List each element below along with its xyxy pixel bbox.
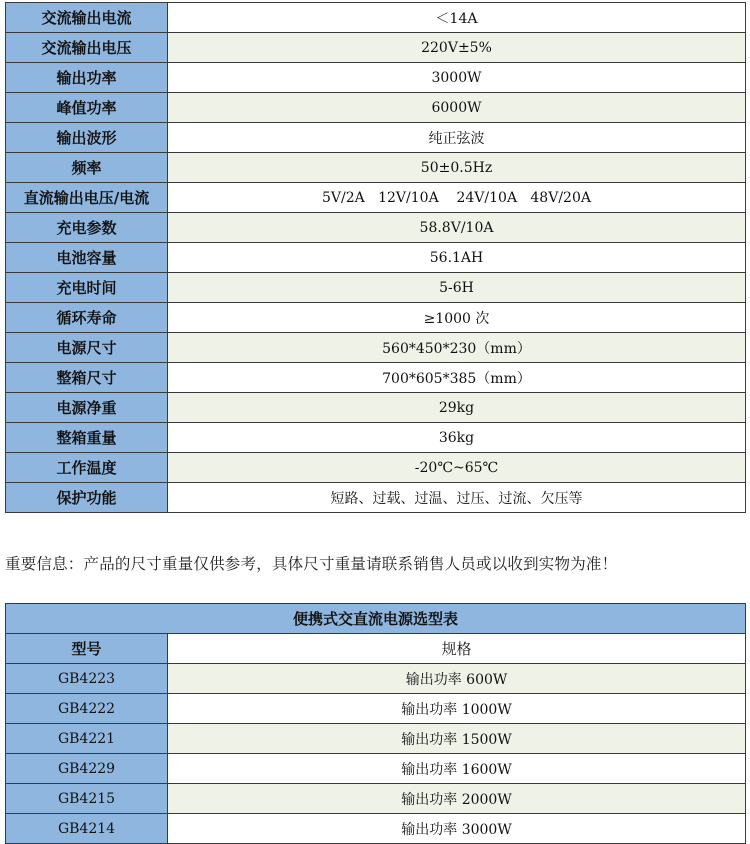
spec-row <box>6 123 746 153</box>
spec-label: 保护功能 <box>6 483 168 513</box>
spec-label: 电池容量 <box>6 243 168 273</box>
spec-value: 纯正弦波 <box>168 123 746 153</box>
spec-row <box>6 63 746 93</box>
spec-row <box>6 93 746 123</box>
spec-value: 5V/2A 12V/10A 24V/10A 48V/20A <box>168 183 746 213</box>
spec-value: 29kg <box>168 393 746 423</box>
spec-value: -20℃~65℃ <box>168 453 746 483</box>
spec-value: 560*450*230（mm） <box>168 333 746 363</box>
spec-value: 58.8V/10A <box>168 213 746 243</box>
spec-label: 交流输出电流 <box>6 3 168 33</box>
spec-row <box>6 333 746 363</box>
model-row <box>6 694 746 724</box>
spec-value: 220V±5% <box>168 33 746 63</box>
spec-value: ＜14A <box>168 3 746 33</box>
spec-row <box>6 153 746 183</box>
notice-text: 重要信息：产品的尺寸重量仅供参考，具体尺寸重量请联系销售人员或以收到实物为准！ <box>5 555 618 573</box>
spec-value: 3000W <box>168 63 746 93</box>
model-table-body <box>6 604 746 844</box>
model-spec: 输出功率 1500W <box>168 724 746 754</box>
spec-value: ≥1000 次 <box>168 303 746 333</box>
spec-label: 频率 <box>6 153 168 183</box>
spec-column-header: 规格 <box>168 634 746 664</box>
spec-value: 56.1AH <box>168 243 746 273</box>
spec-label: 输出功率 <box>6 63 168 93</box>
spec-value: 700*605*385（mm） <box>168 363 746 393</box>
spec-table-body <box>6 3 746 513</box>
model-number: GB4214 <box>6 814 168 844</box>
model-number: GB4221 <box>6 724 168 754</box>
spec-row <box>6 423 746 453</box>
spec-label: 循环寿命 <box>6 303 168 333</box>
spec-label: 整箱重量 <box>6 423 168 453</box>
spec-label: 直流输出电压/电流 <box>6 183 168 213</box>
model-column-header: 型号 <box>6 634 168 664</box>
spec-row <box>6 243 746 273</box>
spec-row <box>6 393 746 423</box>
spec-label: 交流输出电压 <box>6 33 168 63</box>
spec-label: 电源尺寸 <box>6 333 168 363</box>
spec-row <box>6 3 746 33</box>
model-table-title: 便携式交直流电源选型表 <box>6 604 746 634</box>
spec-row <box>6 453 746 483</box>
spec-label: 充电时间 <box>6 273 168 303</box>
model-table <box>5 603 746 844</box>
spec-label: 充电参数 <box>6 213 168 243</box>
spec-value: 短路、过载、过温、过压、过流、欠压等 <box>168 483 746 513</box>
model-number: GB4222 <box>6 694 168 724</box>
model-number: GB4215 <box>6 784 168 814</box>
model-table-header-row <box>6 634 746 664</box>
model-spec: 输出功率 2000W <box>168 784 746 814</box>
spec-label: 整箱尺寸 <box>6 363 168 393</box>
model-row <box>6 754 746 784</box>
model-spec: 输出功率 1600W <box>168 754 746 784</box>
spec-table <box>5 2 746 513</box>
spec-value: 36kg <box>168 423 746 453</box>
spec-row <box>6 273 746 303</box>
spec-label: 峰值功率 <box>6 93 168 123</box>
model-row <box>6 664 746 694</box>
model-spec: 输出功率 600W <box>168 664 746 694</box>
model-row <box>6 724 746 754</box>
model-spec: 输出功率 1000W <box>168 694 746 724</box>
spec-row <box>6 183 746 213</box>
spec-row <box>6 33 746 63</box>
spec-value: 5-6H <box>168 273 746 303</box>
spec-label: 工作温度 <box>6 453 168 483</box>
spec-row <box>6 483 746 513</box>
spec-label: 电源净重 <box>6 393 168 423</box>
spec-row <box>6 363 746 393</box>
spec-row <box>6 303 746 333</box>
model-number: GB4229 <box>6 754 168 784</box>
spec-value: 6000W <box>168 93 746 123</box>
model-row <box>6 814 746 844</box>
spec-row <box>6 213 746 243</box>
spec-label: 输出波形 <box>6 123 168 153</box>
model-spec: 输出功率 3000W <box>168 814 746 844</box>
spec-value: 50±0.5Hz <box>168 153 746 183</box>
model-number: GB4223 <box>6 664 168 694</box>
model-row <box>6 784 746 814</box>
model-table-title-row <box>6 604 746 634</box>
